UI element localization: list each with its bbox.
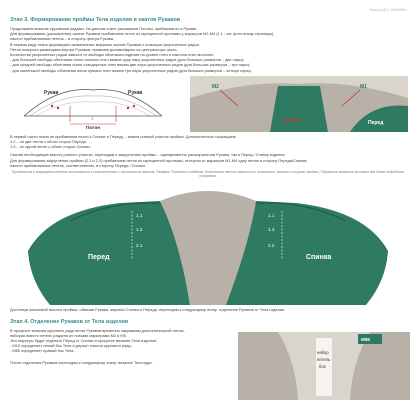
step3-intro bbox=[10, 26, 406, 73]
step3-illustrations bbox=[10, 76, 406, 132]
label-stitches: петель bbox=[317, 356, 331, 362]
step3-line: Для формирования (расширения) окатов Рукавов прибавляем петли из скрещенной протяжки у маркеров М1-М4 (1.1 - см. фото внизу страницы), bbox=[10, 31, 275, 37]
para3-line: Связав необходимую высоту ровного участка, переходим к закруглению проймы – одновременно расширяем как Рукава, так и Перед / Спинку изделия. bbox=[10, 152, 286, 158]
step4-section bbox=[10, 328, 406, 408]
step4-line: - M85 определяет правый бок Тела. bbox=[10, 348, 75, 354]
step4-title: Этап 4. Отделение Рукавов от Тела изделия bbox=[10, 318, 128, 325]
label-1-3: 1.3 bbox=[268, 227, 275, 233]
step4-text bbox=[10, 328, 230, 365]
short-rows-diagram bbox=[18, 76, 168, 130]
step3-para3 bbox=[10, 152, 406, 168]
step3-line: Петли поворота размещаем внутри Рукавов, прямыми долями/вдоль их центральную часть. bbox=[10, 46, 178, 52]
label-saddle: Погон bbox=[86, 125, 101, 130]
step3-para2 bbox=[10, 134, 406, 150]
para2-line: 1.2 – по две петли с обоих сторон Переда, bbox=[10, 139, 87, 145]
label-m1: M1 bbox=[360, 83, 367, 90]
top-bar bbox=[10, 8, 406, 16]
label-side: бок bbox=[319, 363, 326, 369]
label-front: Перед bbox=[368, 119, 384, 126]
label-back: Спинка bbox=[282, 117, 301, 124]
armhole-photo-row bbox=[10, 181, 406, 305]
label-sleeve-left: Рукав bbox=[44, 89, 59, 96]
step4-line: Эти маркеры будут отделять Перед от Спинки в процессе вязания Тела изделия: bbox=[10, 338, 157, 344]
step3-title: Этап 3. Формирование проймы Тела изделия и окатов Рукавов bbox=[10, 17, 181, 23]
para3-line: наклон прибавляемых петель, соответственно, в сторону Переда / Спинки. bbox=[10, 162, 146, 168]
para2-line: 1.3 – по одной петле с обоих сторон Спинки. bbox=[10, 144, 91, 150]
label-cast-on: набор bbox=[317, 349, 329, 355]
label-back: Спинка bbox=[306, 254, 332, 262]
para3-line: Для формирования закругления проймы (2.1 и 2.2) прибавляем петли из скрещенной протяжки, отступая от маркеров М1-М4 одну петлю в сторону Переда/Спинки; bbox=[10, 157, 308, 163]
label-1-1-right: 1.1 bbox=[268, 213, 275, 219]
label-2-1: 2.1 bbox=[136, 243, 143, 249]
label-m2: M2 bbox=[212, 83, 219, 90]
step4-line: набирая вместо петель раздела их новыми маркерами M2 и М5. bbox=[10, 332, 127, 338]
step3-para4: Достигнув желаемой высоты проймы, обвязав Рукава, ширины Спинки и Переда, переходим к следующему этапу: отделение Рукавов от Тела изделия. bbox=[10, 307, 286, 313]
label-2-2: 2.2 bbox=[268, 243, 275, 249]
armhole-photo bbox=[10, 181, 406, 305]
label-1-1-left: 1.1 bbox=[136, 213, 143, 219]
step3-line: Количество укороченных рядов зависит от свободы облегания изделия на уровне плеч и наклона плеч молочек: bbox=[10, 52, 214, 58]
yoke-photo bbox=[190, 76, 408, 132]
label-marker: M85 bbox=[361, 336, 370, 342]
label-1-2: 1.2 bbox=[136, 227, 143, 233]
step3-line: - для маленькой свободы облегания и/или прямых плеч вяжем три пары укороченных рядов (для больших размеров – четыре пары). bbox=[10, 67, 252, 73]
step3-line: - для средней свободы облегания и/или стандартных плеч вяжем две пары укороченных рядов (для больших размеров – три пары); bbox=[10, 62, 251, 68]
step4-line: - M15 определяет левый бок Тела и держит начало кругового ряда, bbox=[10, 343, 132, 349]
para2-line: В первой части этапа не прибавляем петли к Спинке и Переду – вяжем ровный участок проймы. Дополнительно сокращаем: bbox=[10, 133, 237, 139]
step3-line: наклон прибавляемых петель – в сторону центра Рукава. bbox=[10, 36, 115, 42]
label-front: Перед bbox=[88, 254, 110, 262]
label-number: 1 bbox=[91, 115, 94, 121]
step3-line: Продолжаем вязание круговыми рядами. На данном этапе расширяем Погоны, прибавляя их в Рукава. bbox=[10, 26, 198, 31]
brand-watermark: Фируза Д© | @ShiBlits bbox=[369, 8, 406, 12]
step3-note: Прибавления и сокращения петель вычисляются в соответствии с плотностью вязания, Размера, Ровности и Изделия. Количество петель зависит от плотности, высоты и ширины проймы. Обратите внимание на схемы для более подробного понимания. bbox=[11, 170, 405, 179]
step3-line: - для большей свободы облегания и/или покатых плеч вяжем одну пару укороченных рядов (для больших размеров – две пары); bbox=[10, 57, 245, 63]
label-sleeve-right: Рукав bbox=[128, 89, 143, 96]
separation-photo bbox=[238, 332, 410, 400]
step4-last-line: После отделения Рукавов переходим к следующему этапу: вязание Тела вдух. bbox=[10, 359, 153, 365]
step3-line: В первом ряду этапа формируем захваченные вершины окатов Рукавов с помощью укороченных рядов. bbox=[10, 41, 200, 47]
step4-line: В процессе вязания кругового ряда петли Рукавов временно закрываем дополнительной нитью, bbox=[10, 327, 185, 333]
